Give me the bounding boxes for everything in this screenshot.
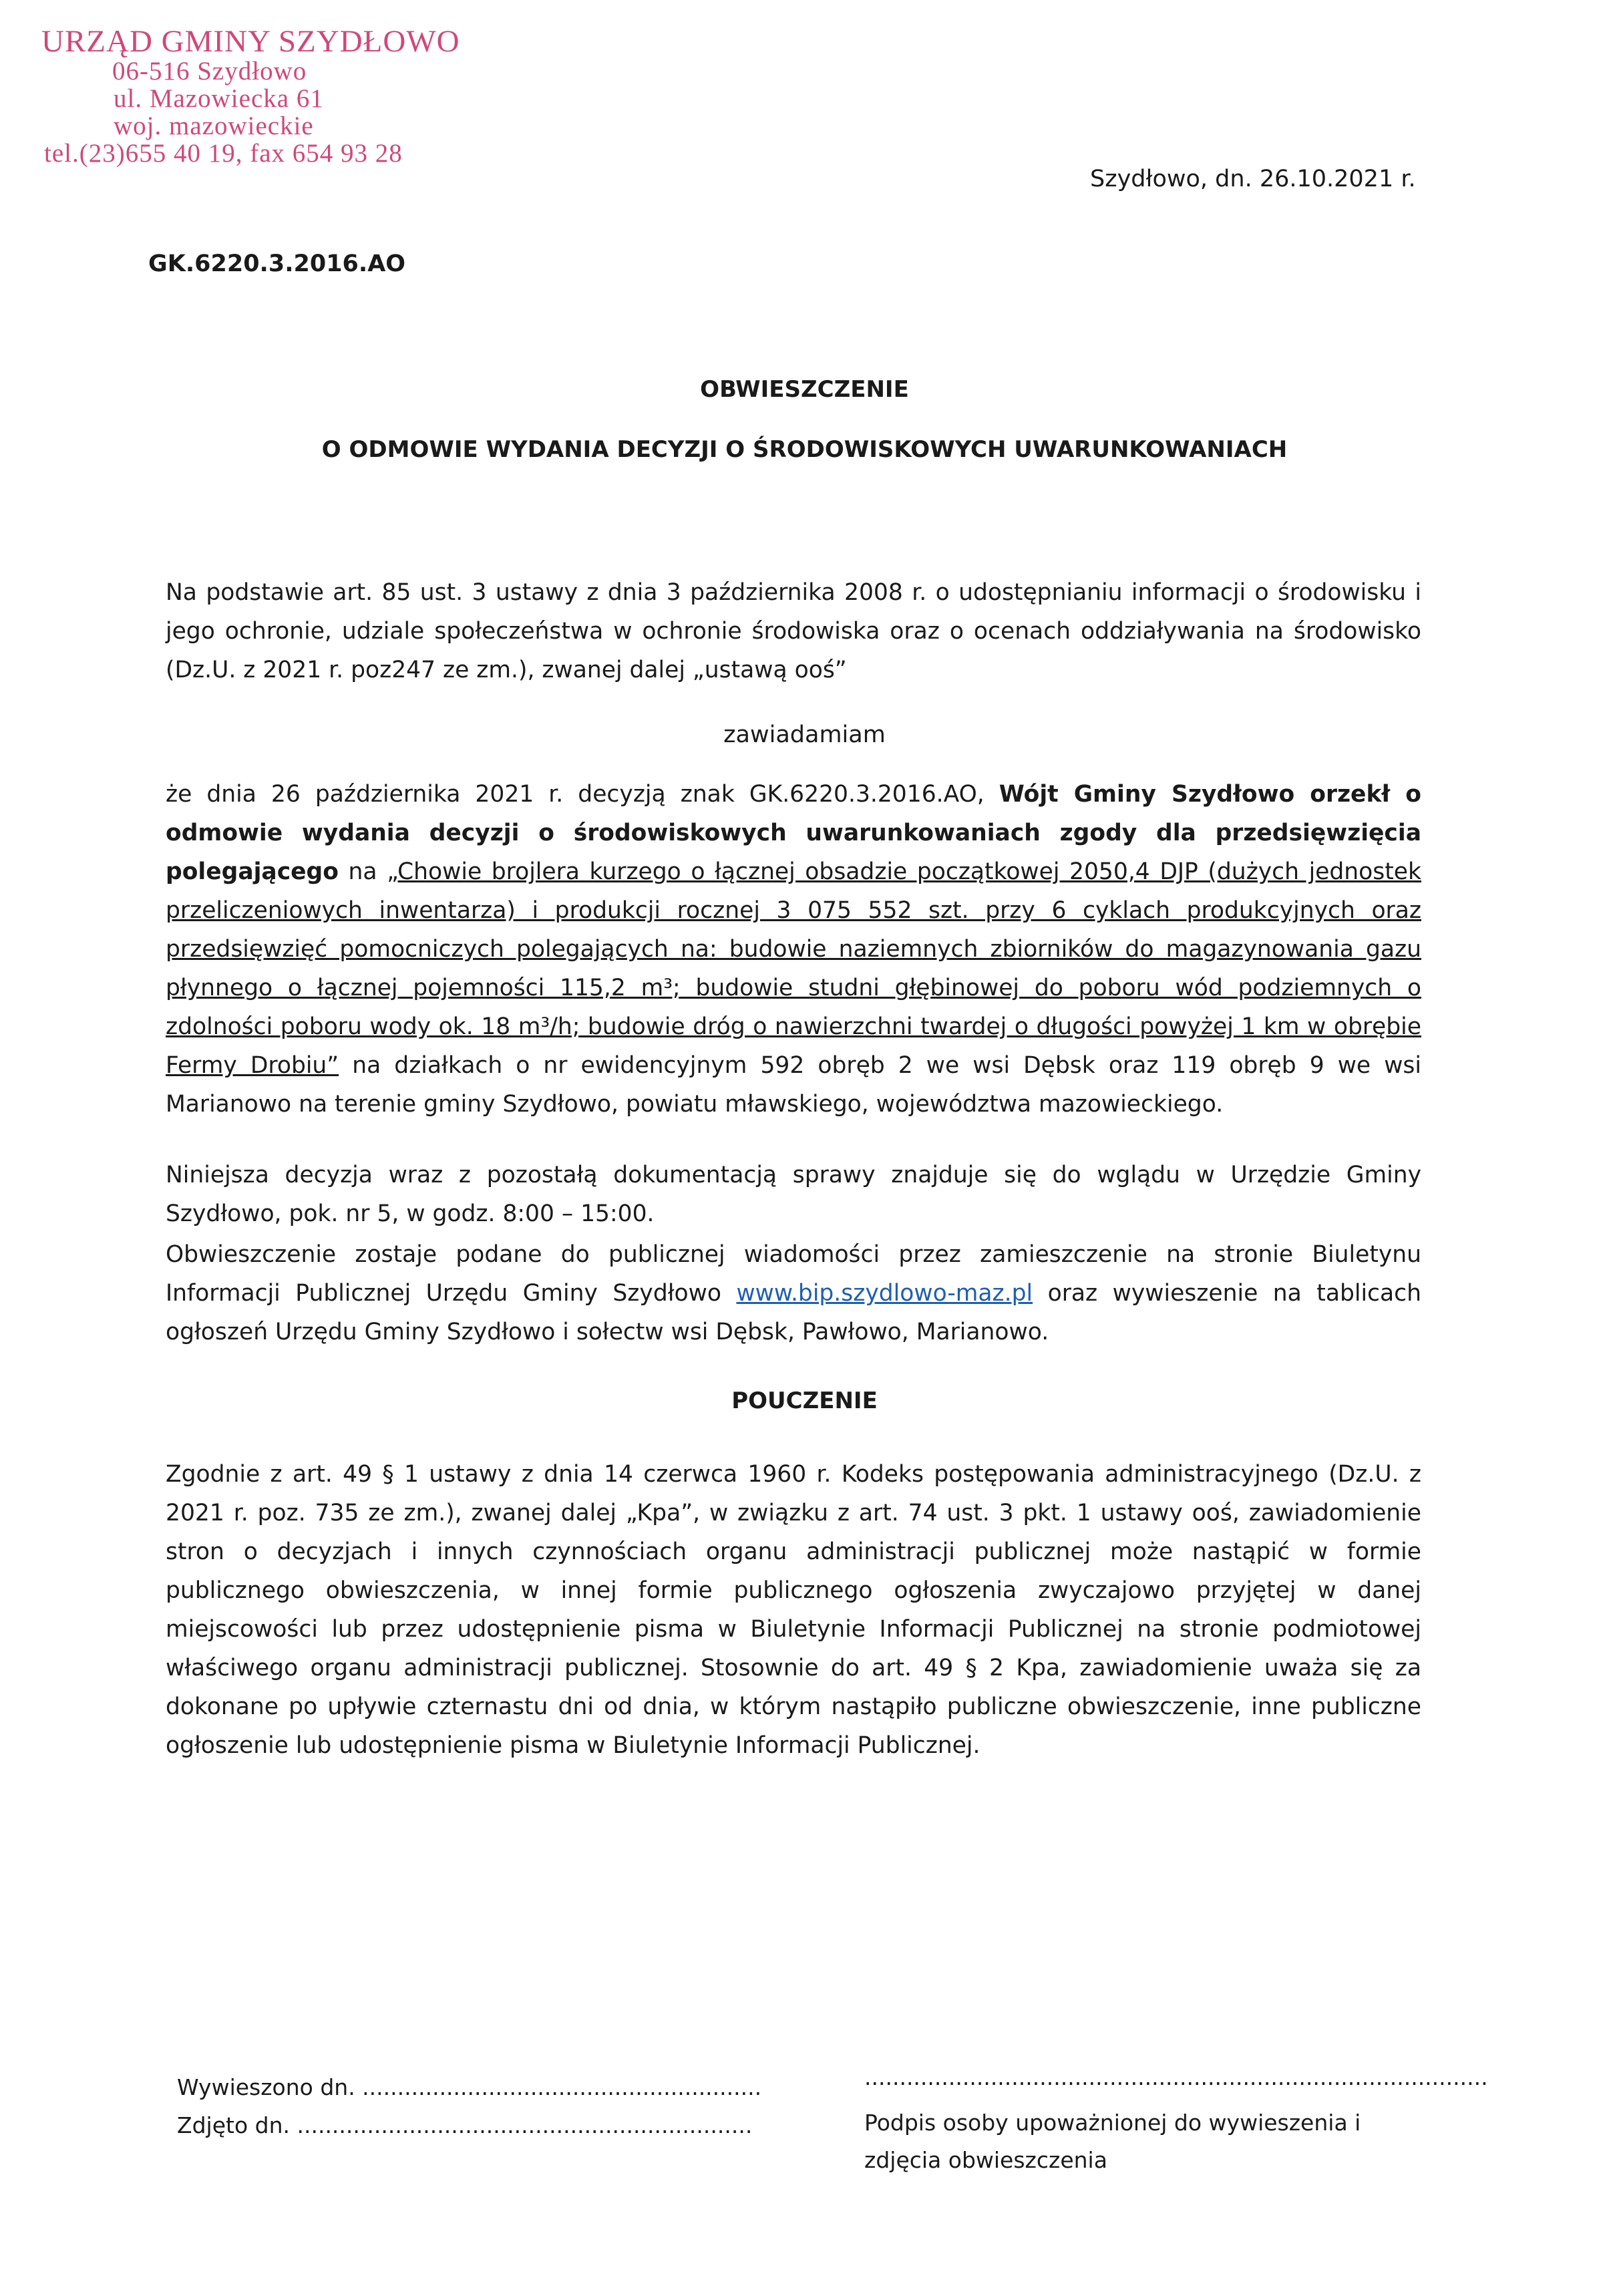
stamp-street: ul. Mazowiecka 61 <box>114 84 324 114</box>
signature-caption: Podpis osoby upoważnionej do wywieszenia i zdjęcia obwieszczenia <box>864 2110 1361 2173</box>
document-title: OBWIESZCZENIE <box>700 376 909 403</box>
reference-number: GK.6220.3.2016.AO <box>148 251 406 277</box>
stamp-office-name: URZĄD GMINY SZYDŁOWO <box>41 24 460 59</box>
posted-date-field: Wywieszono dn. ......................................................... <box>177 2074 762 2100</box>
signature-line: ......................................................................................... <box>864 2064 1488 2090</box>
decision-connector-text: na <box>338 858 387 885</box>
stamp-region: woj. mazowieckie <box>114 112 314 141</box>
decision-bold-text: Wójt Gminy Szydłowo orzekł o odmowie wydania decyzji o środowiskowych uwarunkowaniach zgody dla przedsięwzięcia polegającego <box>166 781 1421 885</box>
office-stamp <box>41 24 460 168</box>
document-date: Szydłowo, dn. 26.10.2021 r. <box>1090 166 1416 192</box>
stamp-postal-code: 06-516 Szydłowo <box>112 57 307 86</box>
instruction-paragraph: Zgodnie z art. 49 § 1 ustawy z dnia 14 czerwca 1960 r. Kodeks postępowania administracyjnego (Dz.U. z 2021 r. poz. 735 ze zm.), zwanej dalej „Kpa”, w związku z art. 74 ust. 3 pkt. 1 ustawy ooś, zawiadomienie stron o decyzjach i innych czynnościach organu administracji publicznej może nastąpić w formie publicznego obwieszczenia, w innej formie publicznego ogłoszenia zwyczajowo przyjętej w danej miejscowości lub przez udostępnienie pisma w Biuletynie Informacji Publicznej na stronie podmiotowej właściwego organu administracji publicznej. Stosownie do art. 49 § 2 Kpa, zawiadomienie uważa się za dokonane po upływie czternastu dni od dnia, w którym nastąpiło publiczne obwieszczenie, inne publiczne ogłoszenie lub udostępnienie pisma w Biuletynie Informacji Publicznej. <box>166 1461 1421 1759</box>
project-description: „Chowie brojlera kurzego o łącznej obsadzie początkowej 2050,4 DJP (dużych jednostek przeliczeniowych inwentarza) i produkcji rocznej 3 075 552 szt. przy 6 cyklach produkcyjnych oraz przedsięwzięć pomocniczych polegających na: budowie naziemnych zbiorników do magazynowania gazu płynnego o łącznej pojemności 115,2 m³; budowie studni głębinowej do poboru wód podziemnych o zdolności poboru wody ok. 18 m³/h; budowie dróg o nawierzchni twardej o długości powyżej 1 km w obrębie Fermy Drobiu” <box>166 858 1421 1079</box>
stamp-phone: tel.(23)655 40 19, fax 654 93 28 <box>44 139 403 168</box>
bip-link[interactable]: www.bip.szydlowo-maz.pl <box>736 1280 1033 1307</box>
publication-rest-text: oraz wywieszenie na tablicach ogłoszeń Urzędu Gminy Szydłowo i sołectw wsi Dębsk, Pawłowo, Marianowo. <box>166 1280 1421 1345</box>
instruction-title: POUCZENIE <box>731 1387 878 1414</box>
inspection-paragraph: Niniejsza decyzja wraz z pozostałą dokumentacją sprawy znajduje się do wglądu w Urzędzie Gminy Szydłowo, pok. nr 5, w godz. 8:00 – 15:00. <box>166 1162 1421 1227</box>
decision-location-text: na działkach o nr ewidencyjnym 592 obręb 2 we wsi Dębsk oraz 119 obręb 9 we wsi Marianowo na terenie gminy Szydłowo, powiatu mławskiego, województwa mazowieckiego. <box>166 1052 1421 1118</box>
removed-date-field: Zdjęto dn. ................................................................. <box>177 2112 753 2138</box>
decision-intro-text: że dnia 26 października 2021 r. decyzją znak GK.6220.3.2016.AO, <box>166 781 999 808</box>
publication-paragraph <box>166 1235 1421 1351</box>
publication-intro-text: Obwieszczenie zostaje podane do publicznej wiadomości przez zamieszczenie na stronie Biuletynu Informacji Publicznej Urzędu Gminy Szydłowo <box>166 1241 1421 1307</box>
legal-basis-paragraph: Na podstawie art. 85 ust. 3 ustawy z dnia 3 października 2008 r. o udostępnianiu informacji o środowisku i jego ochronie, udziale społeczeństwa w ochronie środowiska oraz o ocenach oddziaływania na środowisko (Dz.U. z 2021 r. poz247 ze zm.), zwanej dalej „ustawą ooś” <box>166 579 1421 683</box>
decision-paragraph <box>166 775 1421 1124</box>
announce-word: zawiadamiam <box>723 721 886 748</box>
document-subtitle: O ODMOWIE WYDANIA DECYZJI O ŚRODOWISKOWYCH UWARUNKOWANIACH <box>321 436 1288 463</box>
